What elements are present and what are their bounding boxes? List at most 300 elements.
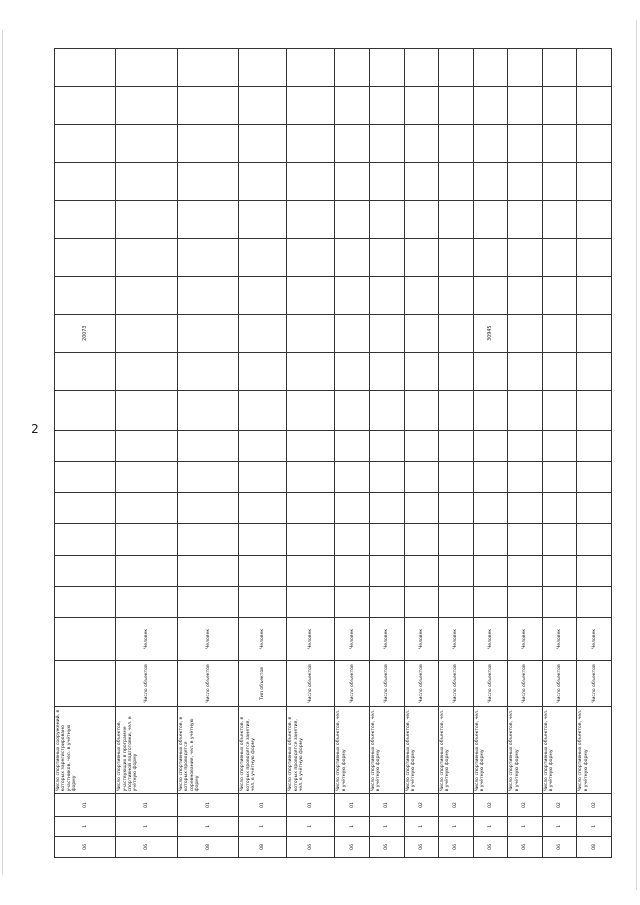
table-cell-d9 <box>508 200 543 238</box>
table-cell-unit: Человек <box>473 618 508 660</box>
table-cell-d9 <box>335 200 370 238</box>
table-cell-d3 <box>473 430 508 461</box>
table-cell-d6 <box>239 314 287 352</box>
table-cell-b3 <box>439 524 474 555</box>
table-row <box>239 49 287 858</box>
table-cell-b1 <box>542 586 577 617</box>
table-cell-d2 <box>287 461 335 492</box>
table-row <box>542 49 577 858</box>
table-cell-d12 <box>239 87 287 125</box>
table-row <box>508 49 543 858</box>
table-cell-d12 <box>508 87 543 125</box>
table-cell-d10 <box>177 162 238 200</box>
table-cell-d6 <box>116 314 177 352</box>
table-cell-b3 <box>473 524 508 555</box>
table-cell-unit: Человек <box>404 618 439 660</box>
table-cell-d4 <box>287 390 335 430</box>
table-cell-type: Число объектов <box>508 660 543 707</box>
table-cell-d2 <box>55 461 116 492</box>
table-cell-c2: 1 <box>473 816 508 836</box>
table-cell-c2: 1 <box>439 816 474 836</box>
table-cell-d9 <box>473 200 508 238</box>
table-cell-b2 <box>370 555 405 586</box>
table-cell-d9 <box>55 200 116 238</box>
table-row <box>577 49 612 858</box>
table-cell-d5 <box>55 352 116 390</box>
table-cell-d5 <box>287 352 335 390</box>
table-cell-d8 <box>116 238 177 276</box>
table-cell-unit: Человек <box>335 618 370 660</box>
table-cell-d7 <box>404 276 439 314</box>
table-cell-d8 <box>335 238 370 276</box>
table-cell-d3 <box>55 430 116 461</box>
table-cell-type: Число объектов <box>577 660 612 707</box>
table-cell-d11 <box>116 125 177 163</box>
table-cell-d8 <box>177 238 238 276</box>
table-cell-d10 <box>116 162 177 200</box>
table-cell-d4 <box>473 390 508 430</box>
table-cell-b1 <box>577 586 612 617</box>
table-cell-desc: Число спортивных объектов, чел. в учётную форму <box>542 707 577 794</box>
table-cell-d9 <box>239 200 287 238</box>
table-row <box>287 49 335 858</box>
table-cell-d8 <box>508 238 543 276</box>
table-cell-d2 <box>335 461 370 492</box>
scan-edge-left <box>2 30 3 875</box>
table-cell-c2: 1 <box>55 816 116 836</box>
table-cell-b3 <box>287 524 335 555</box>
table-cell-desc: Число спортивных объектов, чел. в учётную форму <box>577 707 612 794</box>
table-cell-c3: 01 <box>116 794 177 816</box>
table-cell-d6 <box>335 314 370 352</box>
table-cell-d2 <box>439 461 474 492</box>
table-cell-d10 <box>239 162 287 200</box>
table-cell-d8 <box>577 238 612 276</box>
table-cell-d5 <box>473 352 508 390</box>
table-cell-c1: 06 <box>335 836 370 857</box>
table-cell-unit: Человек <box>116 618 177 660</box>
table-cell-d13 <box>439 49 474 87</box>
table-cell-b1 <box>55 586 116 617</box>
table-cell-desc: Число спортивных объектов, чел. в учётную форму <box>335 707 370 794</box>
table-cell-c3: 01 <box>55 794 116 816</box>
table-cell-d11 <box>508 125 543 163</box>
table-cell-desc: Число спортивных объектов, чел. в учётную форму <box>508 707 543 794</box>
table-cell-desc: Число спортивных объектов, в которых проводятся занятия, чел. в учётную форму <box>239 707 287 794</box>
table-cell-d12 <box>473 87 508 125</box>
table-cell-b3 <box>177 524 238 555</box>
table-cell-type: Число объектов <box>287 660 335 707</box>
table-cell-b1 <box>439 586 474 617</box>
table-cell-c3: 01 <box>177 794 238 816</box>
table-cell-d9 <box>542 200 577 238</box>
table-cell-unit: Человек <box>577 618 612 660</box>
table-cell-desc: Число спортивных объектов, чел. в учётную форму <box>439 707 474 794</box>
table-cell-d6 <box>439 314 474 352</box>
page-number: 2 <box>31 422 39 436</box>
table-cell-d9 <box>577 200 612 238</box>
table-cell-d1 <box>335 493 370 524</box>
table-cell-d7 <box>335 276 370 314</box>
table-cell-d4 <box>55 390 116 430</box>
table-cell-d5 <box>177 352 238 390</box>
table-cell-b1 <box>116 586 177 617</box>
table-cell-d4 <box>177 390 238 430</box>
table-cell-d10 <box>508 162 543 200</box>
table-cell-b1 <box>370 586 405 617</box>
table-cell-desc: Число спортивных объектов, в которых проводятся соревнования, чел. в учётную форму <box>177 707 238 794</box>
table-cell-b2 <box>577 555 612 586</box>
table-cell-d3 <box>439 430 474 461</box>
table-cell-d12 <box>370 87 405 125</box>
table-cell-d8 <box>370 238 405 276</box>
table-cell-d6: 30945 <box>473 314 508 352</box>
table-cell-c1: 06 <box>473 836 508 857</box>
table-cell-b1 <box>404 586 439 617</box>
table-cell-type <box>55 660 116 707</box>
table-cell-type: Число объектов <box>335 660 370 707</box>
table-cell-d11 <box>370 125 405 163</box>
table-cell-unit: Человек <box>239 618 287 660</box>
table-cell-d4 <box>370 390 405 430</box>
table-cell-d12 <box>55 87 116 125</box>
table-cell-b1 <box>177 586 238 617</box>
table-cell-d6 <box>577 314 612 352</box>
table-cell-d3 <box>177 430 238 461</box>
table-cell-d4 <box>508 390 543 430</box>
table-cell-unit <box>55 618 116 660</box>
table-row <box>335 49 370 858</box>
table-cell-d13 <box>508 49 543 87</box>
table-cell-d9 <box>370 200 405 238</box>
table-cell-d4 <box>439 390 474 430</box>
table-cell-b3 <box>404 524 439 555</box>
table-cell-b2 <box>439 555 474 586</box>
table-cell-d5 <box>335 352 370 390</box>
table-cell-unit: Человек <box>177 618 238 660</box>
table-cell-d7 <box>473 276 508 314</box>
table-cell-d1 <box>177 493 238 524</box>
table-cell-d11 <box>55 125 116 163</box>
table-cell-d7 <box>439 276 474 314</box>
table-cell-c1: 06 <box>287 836 335 857</box>
table-cell-desc: Число спортивных сооружений, в которых зарегистрировано участников, чел. в учётную форму <box>55 707 116 794</box>
table-cell-type: Число объектов <box>542 660 577 707</box>
table-cell-d12 <box>335 87 370 125</box>
table-cell-b3 <box>55 524 116 555</box>
table-cell-d11 <box>287 125 335 163</box>
table-cell-d7 <box>508 276 543 314</box>
table-cell-c2: 1 <box>404 816 439 836</box>
rotated-page <box>54 48 612 858</box>
table-cell-d8 <box>473 238 508 276</box>
table-cell-c2: 1 <box>542 816 577 836</box>
table-cell-b3 <box>542 524 577 555</box>
table-cell-c1: 06 <box>439 836 474 857</box>
table-cell-d11 <box>177 125 238 163</box>
table-cell-d13 <box>335 49 370 87</box>
table-cell-d2 <box>404 461 439 492</box>
table-cell-d6 <box>177 314 238 352</box>
table-cell-b1 <box>335 586 370 617</box>
table-cell-c3: 01 <box>239 794 287 816</box>
table-cell-d10 <box>370 162 405 200</box>
table-cell-d11 <box>239 125 287 163</box>
scan-edge-right <box>636 20 637 890</box>
table-cell-d5 <box>439 352 474 390</box>
table-cell-d1 <box>542 493 577 524</box>
table-cell-d9 <box>287 200 335 238</box>
table-cell-d12 <box>404 87 439 125</box>
table-cell-d6 <box>508 314 543 352</box>
table-cell-d1 <box>370 493 405 524</box>
table-cell-d5 <box>542 352 577 390</box>
table-cell-type: Число объектов <box>404 660 439 707</box>
table-cell-b2 <box>177 555 238 586</box>
table-cell-d2 <box>473 461 508 492</box>
table-cell-d7 <box>239 276 287 314</box>
table-cell-b2 <box>404 555 439 586</box>
table-cell-d6 <box>404 314 439 352</box>
table-row <box>404 49 439 858</box>
table-cell-d13 <box>542 49 577 87</box>
table-cell-d13 <box>239 49 287 87</box>
table-cell-d2 <box>508 461 543 492</box>
table-cell-unit: Человек <box>287 618 335 660</box>
table-cell-d11 <box>473 125 508 163</box>
table-cell-d13 <box>404 49 439 87</box>
table-cell-type: Число объектов <box>439 660 474 707</box>
table-cell-b3 <box>335 524 370 555</box>
table-cell-c3: 02 <box>439 794 474 816</box>
table-cell-type: Число объектов <box>116 660 177 707</box>
table-cell-d6 <box>542 314 577 352</box>
table-cell-c1: 08 <box>577 836 612 857</box>
table-cell-d5 <box>370 352 405 390</box>
table-cell-d10 <box>287 162 335 200</box>
table-cell-d1 <box>577 493 612 524</box>
table-row <box>177 49 238 858</box>
table-cell-b2 <box>55 555 116 586</box>
table-cell-d2 <box>577 461 612 492</box>
table-cell-c3: 02 <box>404 794 439 816</box>
table-cell-c2: 1 <box>370 816 405 836</box>
table-cell-b2 <box>542 555 577 586</box>
table-cell-d1 <box>55 493 116 524</box>
table-cell-c1: 06 <box>404 836 439 857</box>
table-cell-d10 <box>577 162 612 200</box>
table-cell-b3 <box>370 524 405 555</box>
table-cell-d3 <box>370 430 405 461</box>
table-cell-d5 <box>404 352 439 390</box>
table-cell-c1: 06 <box>508 836 543 857</box>
table-cell-d4 <box>577 390 612 430</box>
table-cell-d5 <box>239 352 287 390</box>
table-cell-desc: Число спортивных объектов, чел. в учётную форму <box>370 707 405 794</box>
table-cell-d8 <box>287 238 335 276</box>
table-cell-c2: 1 <box>508 816 543 836</box>
table-cell-d10 <box>335 162 370 200</box>
table-cell-d5 <box>116 352 177 390</box>
table-cell-d7 <box>177 276 238 314</box>
table-cell-d2 <box>177 461 238 492</box>
table-cell-d12 <box>439 87 474 125</box>
table-cell-d13 <box>473 49 508 87</box>
table-cell-d1 <box>473 493 508 524</box>
table-row <box>439 49 474 858</box>
table-cell-d7 <box>55 276 116 314</box>
table-cell-b1 <box>287 586 335 617</box>
table-cell-c1: 06 <box>55 836 116 857</box>
table-cell-d7 <box>116 276 177 314</box>
table-cell-d12 <box>116 87 177 125</box>
table-cell-d13 <box>370 49 405 87</box>
table-cell-d10 <box>439 162 474 200</box>
table-cell-c1: 06 <box>542 836 577 857</box>
table-cell-d6: 20073 <box>55 314 116 352</box>
table-cell-d11 <box>404 125 439 163</box>
table-row <box>370 49 405 858</box>
table-cell-d11 <box>542 125 577 163</box>
table-cell-d1 <box>439 493 474 524</box>
table-cell-c2: 1 <box>335 816 370 836</box>
table-cell-d11 <box>335 125 370 163</box>
table-cell-d3 <box>404 430 439 461</box>
table-cell-b1 <box>508 586 543 617</box>
table-cell-d2 <box>239 461 287 492</box>
table-cell-d3 <box>542 430 577 461</box>
table-cell-d10 <box>542 162 577 200</box>
table-cell-d12 <box>287 87 335 125</box>
table-cell-d10 <box>55 162 116 200</box>
table-cell-d3 <box>287 430 335 461</box>
table-cell-c3: 02 <box>542 794 577 816</box>
table-cell-d7 <box>542 276 577 314</box>
table-cell-d2 <box>542 461 577 492</box>
table-cell-d7 <box>287 276 335 314</box>
table-cell-d13 <box>177 49 238 87</box>
table-cell-c3: 02 <box>473 794 508 816</box>
table-cell-d13 <box>55 49 116 87</box>
table-cell-c2: 1 <box>577 816 612 836</box>
table-cell-unit: Человек <box>370 618 405 660</box>
table-cell-d12 <box>577 87 612 125</box>
table-cell-type: Число объектов <box>177 660 238 707</box>
table-cell-b2 <box>287 555 335 586</box>
table-cell-d7 <box>577 276 612 314</box>
table-cell-d3 <box>116 430 177 461</box>
table-cell-d6 <box>287 314 335 352</box>
table-cell-d1 <box>404 493 439 524</box>
table-cell-d2 <box>370 461 405 492</box>
table-cell-d9 <box>439 200 474 238</box>
table-cell-d3 <box>577 430 612 461</box>
table-cell-d11 <box>577 125 612 163</box>
table-cell-c3: 01 <box>370 794 405 816</box>
table-cell-unit: Человек <box>439 618 474 660</box>
table-cell-d1 <box>508 493 543 524</box>
table-cell-d2 <box>116 461 177 492</box>
table-row <box>55 49 116 858</box>
table-cell-c3: 01 <box>287 794 335 816</box>
table-cell-c1: 08 <box>177 836 238 857</box>
table-cell-c3: 02 <box>508 794 543 816</box>
table-cell-d8 <box>55 238 116 276</box>
table-cell-d13 <box>577 49 612 87</box>
table-cell-d8 <box>239 238 287 276</box>
table-cell-d6 <box>370 314 405 352</box>
table-cell-d3 <box>508 430 543 461</box>
data-table <box>54 48 612 858</box>
table-cell-d7 <box>370 276 405 314</box>
table-cell-type: Тип объектов <box>239 660 287 707</box>
table-cell-b2 <box>239 555 287 586</box>
table-cell-desc: Число спортивных объектов, участвующих в программе спортивной подготовки, чел. в учётную форму <box>116 707 177 794</box>
table-cell-d5 <box>577 352 612 390</box>
table-cell-d9 <box>116 200 177 238</box>
table-cell-d1 <box>116 493 177 524</box>
table-cell-c1: 08 <box>239 836 287 857</box>
table-row <box>473 49 508 858</box>
table-cell-b3 <box>116 524 177 555</box>
table-cell-d4 <box>116 390 177 430</box>
table-cell-d4 <box>239 390 287 430</box>
table-cell-d1 <box>239 493 287 524</box>
table-cell-d11 <box>439 125 474 163</box>
table-cell-b1 <box>473 586 508 617</box>
table-cell-d4 <box>542 390 577 430</box>
table-row <box>116 49 177 858</box>
table-cell-d5 <box>508 352 543 390</box>
table-cell-unit: Человек <box>508 618 543 660</box>
table-cell-d1 <box>287 493 335 524</box>
table-cell-d3 <box>335 430 370 461</box>
table-cell-b1 <box>239 586 287 617</box>
table-cell-b2 <box>473 555 508 586</box>
table-cell-c3: 01 <box>335 794 370 816</box>
table-cell-c1: 06 <box>370 836 405 857</box>
table-cell-d10 <box>404 162 439 200</box>
table-cell-d13 <box>287 49 335 87</box>
table-cell-c1: 06 <box>116 836 177 857</box>
table-cell-d8 <box>404 238 439 276</box>
table-cell-c2: 1 <box>177 816 238 836</box>
table-cell-desc: Число спортивных объектов, чел. в учётную форму <box>404 707 439 794</box>
table-cell-d3 <box>239 430 287 461</box>
table-cell-b3 <box>239 524 287 555</box>
table-cell-d13 <box>116 49 177 87</box>
table-cell-d12 <box>542 87 577 125</box>
table-cell-unit: Человек <box>542 618 577 660</box>
table-cell-b3 <box>577 524 612 555</box>
table-cell-b2 <box>116 555 177 586</box>
table-cell-d4 <box>404 390 439 430</box>
table-cell-c3: 02 <box>577 794 612 816</box>
table-cell-d9 <box>404 200 439 238</box>
table-cell-c2: 1 <box>239 816 287 836</box>
table-cell-b2 <box>335 555 370 586</box>
table-cell-d12 <box>177 87 238 125</box>
table-cell-d8 <box>542 238 577 276</box>
table-cell-d10 <box>473 162 508 200</box>
table-cell-b3 <box>508 524 543 555</box>
table-cell-c2: 1 <box>287 816 335 836</box>
table-cell-d9 <box>177 200 238 238</box>
table-cell-b2 <box>508 555 543 586</box>
table-cell-d4 <box>335 390 370 430</box>
table-cell-type: Число объектов <box>473 660 508 707</box>
table-cell-desc: Число спортивных объектов, чел. в учётную форму <box>473 707 508 794</box>
